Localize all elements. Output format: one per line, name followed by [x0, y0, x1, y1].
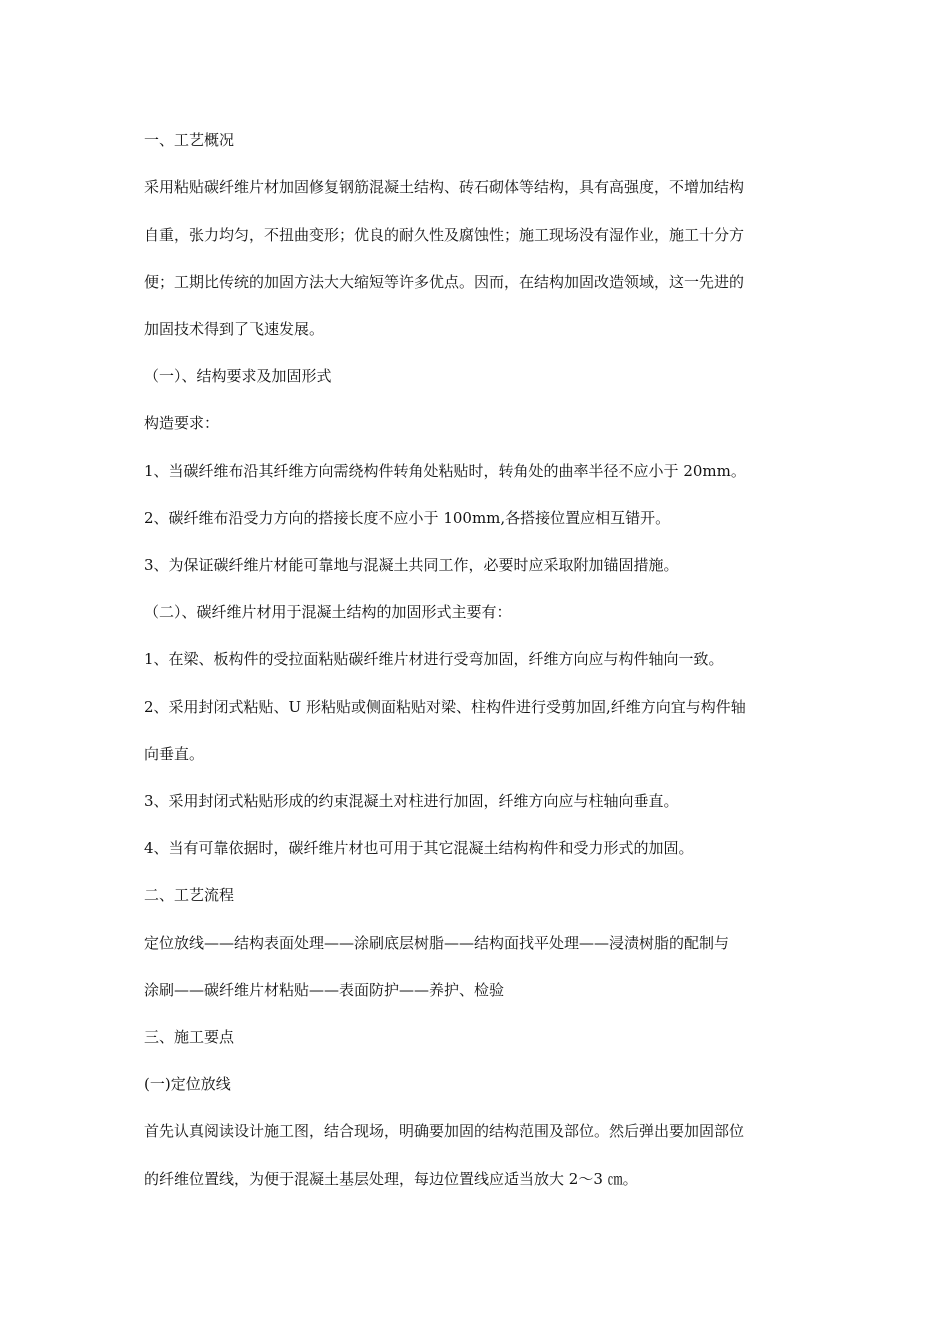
list-item: 4、当有可靠依据时，碳纤维片材也可用于其它混凝土结构构件和受力形式的加固。 [144, 839, 694, 857]
subheading-positioning: (一)定位放线 [144, 1075, 231, 1093]
paragraph-line: 的纤维位置线，为便于混凝土基层处理，每边位置线应适当放大 2～3 ㎝。 [144, 1170, 638, 1188]
list-item: 2、采用封闭式粘贴、U 形粘贴或侧面粘贴对梁、柱构件进行受剪加固,纤维方向宜与构件轴 [144, 698, 746, 716]
list-item: 1、当碳纤维布沿其纤维方向需绕构件转角处粘贴时，转角处的曲率半径不应小于 20mm。 [144, 462, 746, 480]
subheading-requirements: 构造要求： [144, 414, 220, 432]
heading-key-points: 三、施工要点 [144, 1028, 235, 1046]
list-item: 3、采用封闭式粘贴形成的约束混凝土对柱进行加固，纤维方向应与柱轴向垂直。 [144, 792, 679, 810]
list-item: 2、碳纤维布沿受力方向的搭接长度不应小于 100mm,各搭接位置应相互错开。 [144, 509, 671, 527]
paragraph-line: 涂刷——碳纤维片材粘贴——表面防护——养护、检验 [144, 981, 505, 999]
list-item-continuation: 向垂直。 [144, 745, 205, 763]
subheading-structure: （一）、结构要求及加固形式 [144, 367, 332, 385]
paragraph-line: 首先认真阅读设计施工图，结合现场，明确要加固的结构范围及部位。然后弹出要加固部位 [144, 1122, 745, 1140]
paragraph-line: 便；工期比传统的加固方法大大缩短等许多优点。因而，在结构加固改造领域，这一先进的 [144, 273, 745, 291]
heading-overview: 一、工艺概况 [144, 131, 235, 149]
paragraph-line: 加固技术得到了飞速发展。 [144, 320, 325, 338]
paragraph-line: 自重，张力均匀，不扭曲变形；优良的耐久性及腐蚀性；施工现场没有湿作业，施工十分方 [144, 226, 745, 244]
list-item: 3、为保证碳纤维片材能可靠地与混凝土共同工作，必要时应采取附加锚固措施。 [144, 556, 679, 574]
list-item: 1、在梁、板构件的受拉面粘贴碳纤维片材进行受弯加固，纤维方向应与构件轴向一致。 [144, 650, 724, 668]
paragraph-line: 采用粘贴碳纤维片材加固修复钢筋混凝土结构、砖石砌体等结构，具有高强度，不增加结构 [144, 178, 745, 196]
paragraph-line: 定位放线——结构表面处理——涂刷底层树脂——结构面找平处理——浸渍树脂的配制与 [144, 934, 730, 952]
subheading-forms: （二）、碳纤维片材用于混凝土结构的加固形式主要有： [144, 603, 512, 621]
heading-process: 二、工艺流程 [144, 886, 235, 904]
